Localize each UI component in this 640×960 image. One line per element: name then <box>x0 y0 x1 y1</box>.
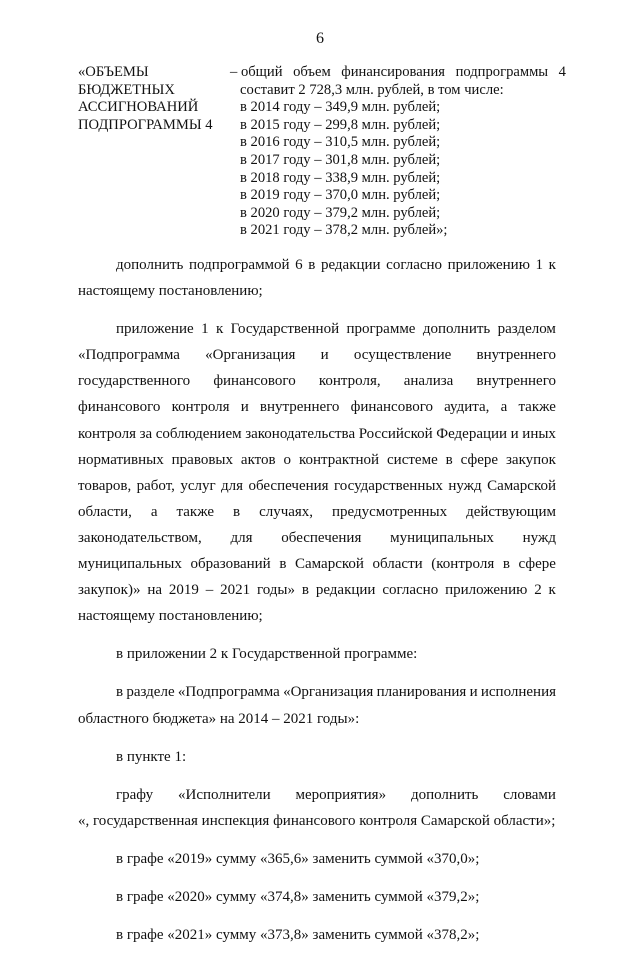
budget-value-line: в 2014 году – 349,9 млн. рублей; <box>240 99 441 116</box>
paragraph-appendix-2 <box>78 641 556 667</box>
text-line: настоящему постановлению; <box>78 608 263 625</box>
text-line: финансового контроля и внутреннего финансового аудита, а также <box>78 399 556 416</box>
budget-allocation-block <box>78 64 578 240</box>
budget-values <box>230 64 566 240</box>
budget-value-line: в 2015 году – 299,8 млн. рублей; <box>240 116 441 133</box>
text-line: «Подпрограмма «Организация и осуществление внутреннего <box>78 347 556 364</box>
paragraph-appendix-1 <box>78 316 556 629</box>
document-body <box>78 252 556 960</box>
text-line: нормативных правовых актов о контрактной системе в сфере закупок <box>78 451 556 468</box>
budget-value-line: в 2020 году – 379,2 млн. рублей; <box>240 204 441 221</box>
text-line: в графе «2021» сумму «373,8» заменить суммой «378,2»; <box>116 927 480 944</box>
text-line: законодательством, для обеспечения муниципальных нужд <box>78 529 556 546</box>
paragraph-item-1 <box>78 744 556 770</box>
paragraph-executors <box>78 782 556 834</box>
budget-value-line: составит 2 728,3 млн. рублей, в том числе: <box>240 81 504 98</box>
budget-label-line: БЮДЖЕТНЫХ <box>78 81 175 98</box>
budget-value-line: в 2018 году – 338,9 млн. рублей; <box>240 169 441 186</box>
paragraph-section <box>78 679 556 731</box>
budget-label-line: АССИГНОВАНИЙ <box>78 99 199 116</box>
text-line: настоящему постановлению; <box>78 283 263 300</box>
text-line: областного бюджета» на 2014 – 2021 годы»: <box>78 710 360 727</box>
budget-value-line: в 2021 году – 378,2 млн. рублей»; <box>240 222 448 239</box>
text-line: «, государственная инспекция финансового контроля Самарской области»; <box>78 812 556 829</box>
text-line: области, а также в случаях, предусмотренных действующим <box>78 503 556 520</box>
budget-word: объем <box>293 64 331 80</box>
text-line: в пункте 1: <box>116 748 187 765</box>
text-line: дополнить подпрограммой 6 в редакции согласно приложению 1 к <box>116 257 556 273</box>
paragraph-2021 <box>78 922 556 948</box>
text-line: в графе «2019» сумму «365,6» заменить суммой «370,0»; <box>116 850 480 867</box>
text-line: приложение 1 к Государственной программе дополнить разделом <box>116 321 556 338</box>
text-line: закупок)» на 2019 – 2021 годы» в редакции согласно приложению 2 к <box>78 582 556 599</box>
budget-label-line: ПОДПРОГРАММЫ 4 <box>78 116 213 133</box>
budget-word: подпрограммы <box>455 64 549 80</box>
text-line: муниципальных образований в Самарской области (контроля в сфере <box>78 556 556 573</box>
budget-word: – общий <box>230 64 283 80</box>
paragraph-2020 <box>78 884 556 910</box>
budget-label <box>78 64 230 240</box>
budget-word: финансирования <box>341 64 446 80</box>
text-line: графу «Исполнители мероприятия» дополнить словами <box>116 786 556 803</box>
text-line: в приложении 2 к Государственной программе: <box>116 646 418 663</box>
text-line: товаров, работ, услуг для обеспечения государственных нужд Самарской <box>78 477 556 494</box>
budget-word: 4 <box>558 64 566 80</box>
budget-value-line: в 2016 году – 310,5 млн. рублей; <box>240 134 441 151</box>
text-line: контроля за соблюдением законодательства Российской Федерации и иных <box>78 425 556 442</box>
budget-value-line: в 2017 году – 301,8 млн. рублей; <box>240 151 441 168</box>
budget-total-line <box>230 64 566 82</box>
text-line: в графе «2020» сумму «374,8» заменить суммой «379,2»; <box>116 888 480 905</box>
budget-label-line: «ОБЪЕМЫ <box>78 64 149 80</box>
page-number: 6 <box>316 30 324 47</box>
text-line: государственного финансового контроля, анализа внутреннего <box>78 373 556 390</box>
paragraph-2019 <box>78 846 556 872</box>
text-line: в разделе «Подпрограмма «Организация планирования и исполнения <box>116 684 556 701</box>
budget-value-line: в 2019 году – 370,0 млн. рублей; <box>240 187 441 204</box>
paragraph-add-subprogram <box>78 252 556 304</box>
